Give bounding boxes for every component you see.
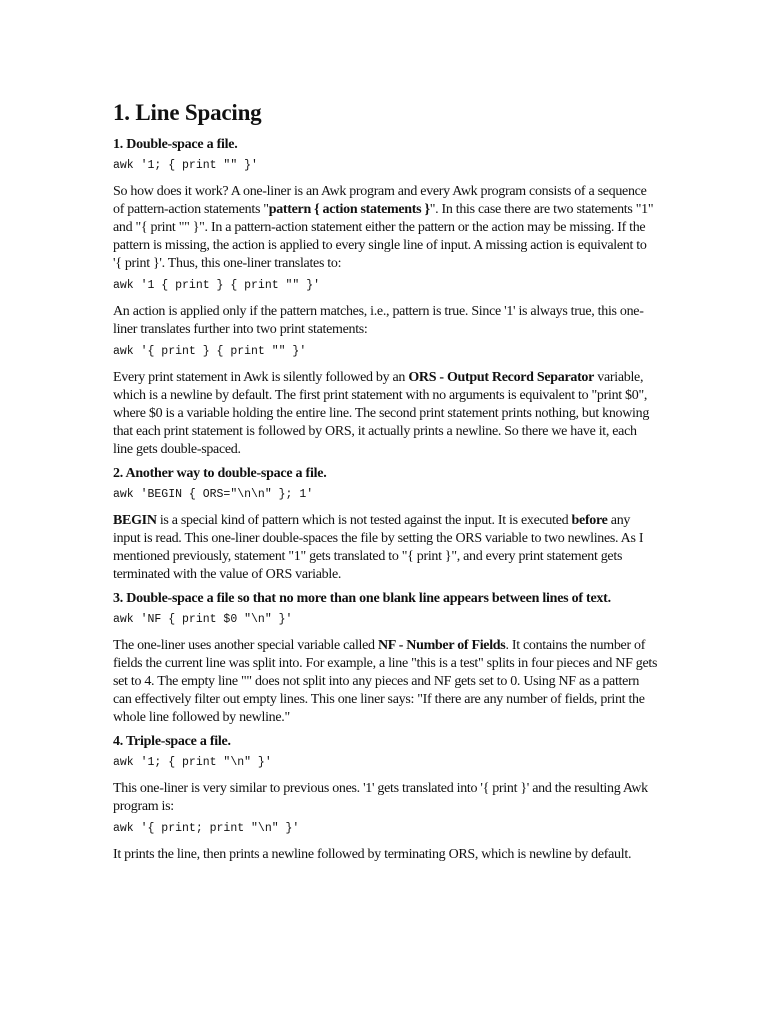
bold-term: NF - Number of Fields: [377, 638, 506, 653]
code-block: awk '1; { print "\n" }': [113, 756, 272, 769]
page-title: 1. Line Spacing: [113, 100, 262, 125]
text-run: variable, which is a newline by default. The first print statement with no arguments is equivalent to "print $0", where $0 is a variable holding the entire line. The second print statement prints nothing, but knowing that each print statement is followed by ORS, it actually prints a newline. So there we have it, each line gets double-spaced.: [113, 370, 650, 457]
bold-term: before: [571, 513, 608, 528]
section-another-way: [113, 465, 658, 584]
paragraph: [113, 637, 658, 727]
section-no-blank-lines: [113, 590, 658, 727]
text-run: The one-liner uses another special variable called: [113, 638, 378, 653]
text-run: is a special kind of pattern which is not tested against the input. It is executed: [156, 513, 572, 528]
section-heading: 4. Triple-space a file.: [113, 734, 231, 749]
section-double-space: [113, 136, 658, 459]
section-triple-space: [113, 733, 658, 864]
code-block: awk 'NF { print $0 "\n" }': [113, 613, 293, 626]
section-heading: 1. Double-space a file.: [113, 137, 238, 152]
paragraph: [113, 369, 658, 459]
section-heading: 3. Double-space a file so that no more than one blank line appears between lines of text.: [113, 591, 611, 606]
text-run: any input is read. This one-liner double-spaces the file by setting the ORS variable to two newlines. As I mentioned previously, statement "1" gets translated to "{ print }", and every print statement gets terminated with the value of ORS variable.: [113, 513, 644, 582]
code-block: awk '{ print } { print "" }': [113, 345, 307, 358]
code-block: awk 'BEGIN { ORS="\n\n" }; 1': [113, 488, 314, 501]
bold-term: BEGIN: [113, 513, 157, 528]
bold-term: pattern { action statements }: [268, 202, 430, 217]
text-run: So how does it work? A one-liner is an Awk program and every Awk program consists of a sequence of pattern-action statements ": [113, 184, 647, 217]
section-heading: 2. Another way to double-space a file.: [113, 466, 327, 481]
code-block: awk '1; { print "" }': [113, 159, 258, 172]
paragraph: An action is applied only if the pattern matches, i.e., pattern is true. Since '1' is always true, this one-liner translates further into two print statements:: [113, 304, 644, 337]
code-block: awk '{ print; print "\n" }': [113, 822, 300, 835]
paragraph: [113, 512, 658, 584]
text-run: Every print statement in Awk is silently followed by an: [113, 370, 409, 385]
document-page: [113, 98, 658, 870]
paragraph: It prints the line, then prints a newline followed by terminating ORS, which is newline by default.: [113, 847, 632, 862]
paragraph: This one-liner is very similar to previous ones. '1' gets translated into '{ print }' and the resulting Awk program is:: [113, 781, 648, 814]
code-block: awk '1 { print } { print "" }': [113, 279, 321, 292]
bold-term: ORS - Output Record Separator: [408, 370, 595, 385]
text-run: . It contains the number of fields the current line was split into. For example, a line "this is a test" splits in four pieces and NF gets set to 4. The empty line "" does not split into any pieces and NF gets set to 0. Using NF as a pattern can effectively filter out empty lines. This one liner says: "If there are any number of fields, print the whole line followed by newline.": [113, 638, 658, 725]
paragraph: [113, 183, 658, 273]
text-run: ". In this case there are two statements "1" and "{ print "" }". In a pattern-action statement either the pattern or the action may be missing. If the pattern is missing, the action is applied to every single line of input. A missing action is equivalent to '{ print }'. Thus, this one-liner translates to:: [113, 202, 654, 271]
